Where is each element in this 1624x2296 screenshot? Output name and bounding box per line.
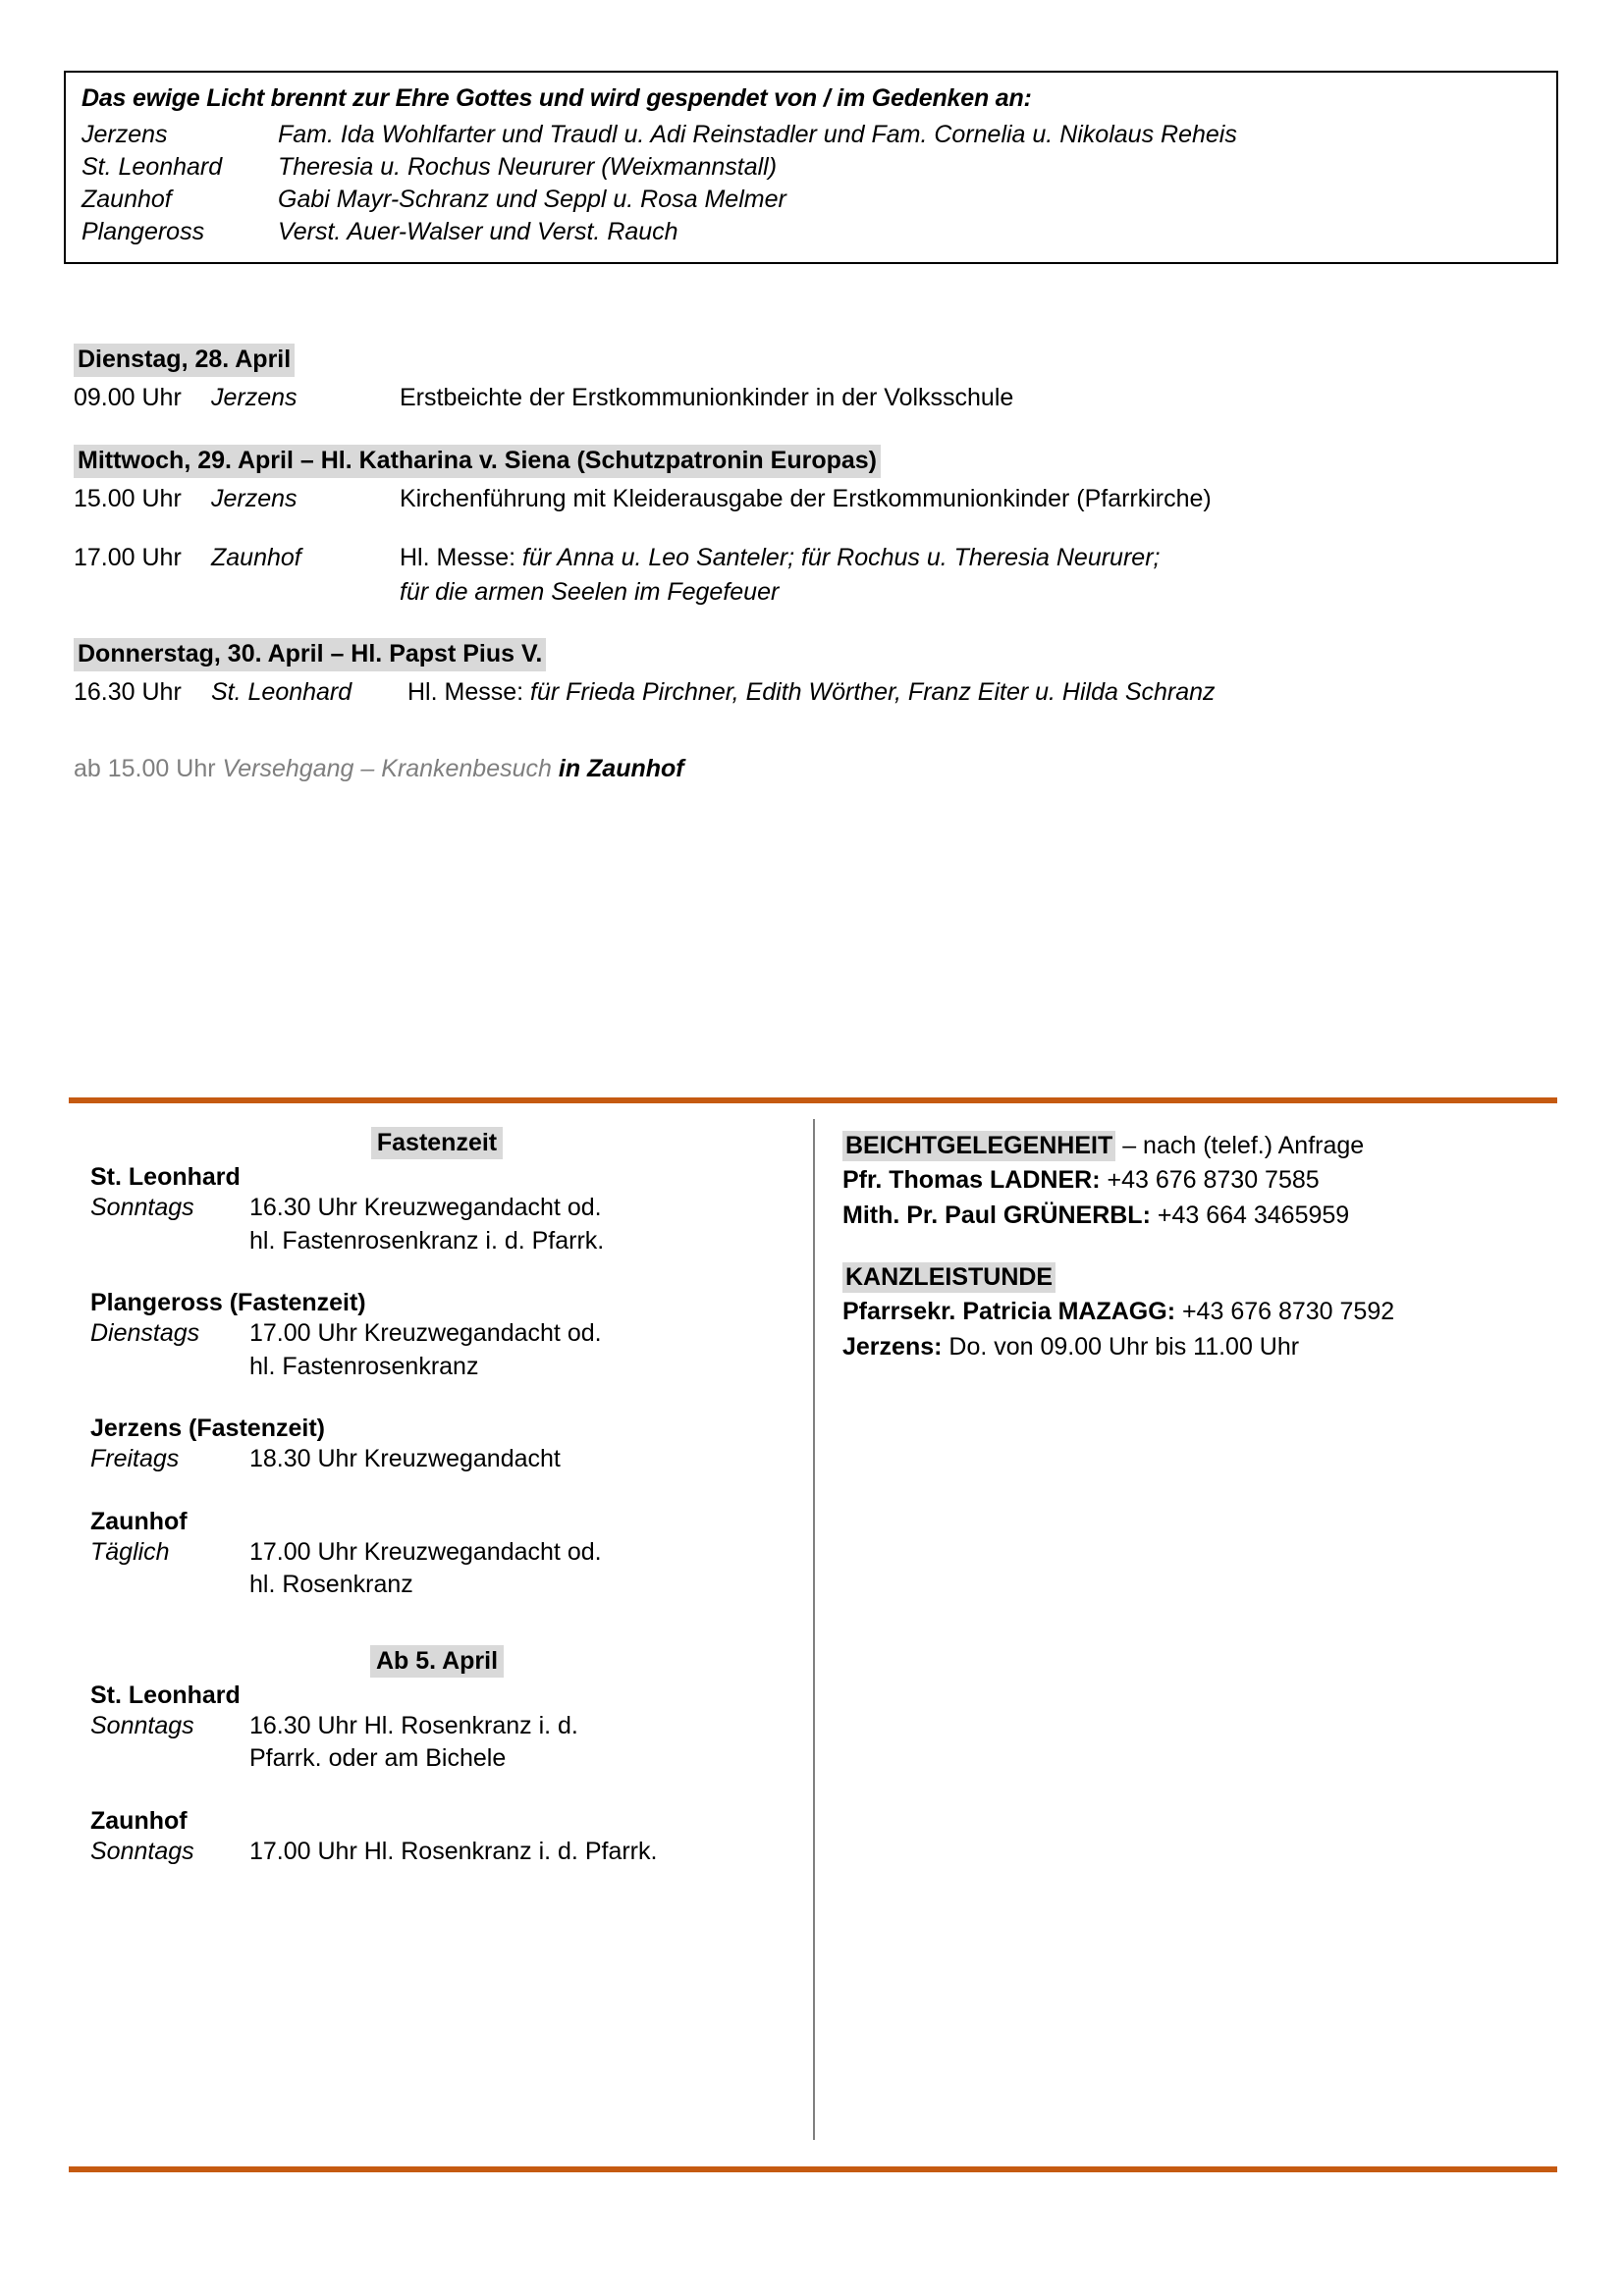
- contact-phone: +43 664 3465959: [1150, 1201, 1350, 1229]
- eternal-light-row: [81, 119, 1541, 151]
- eternal-light-place: St. Leonhard: [81, 153, 223, 181]
- devotion-group: [90, 1682, 784, 1776]
- contact-phone: +43 676 8730 7585: [1100, 1166, 1320, 1194]
- eternal-light-place: Zaunhof: [81, 186, 172, 213]
- devotion-place: Jerzens (Fastenzeit): [90, 1415, 325, 1442]
- devotion-detail: 17.00 Uhr Kreuzwegandacht od.: [249, 1537, 602, 1566]
- devotion-row: [90, 1192, 784, 1225]
- versehgang-italic: Versehgang – Krankenbesuch: [222, 754, 559, 782]
- entry-desc-plain: Hl. Messe:: [407, 678, 524, 706]
- entry-description: [400, 381, 1566, 415]
- entry-description: [400, 482, 1566, 516]
- section-title-label: Fastenzeit: [371, 1127, 503, 1159]
- confession-heading-label: BEICHTGELEGENHEIT: [842, 1131, 1115, 1161]
- devotion-frequency: Freitags: [90, 1445, 180, 1472]
- devotion-row: [90, 1710, 784, 1743]
- entry-description: [400, 541, 1566, 609]
- entry-place: Jerzens: [211, 484, 298, 512]
- entry-desc-plain: Kirchenführung mit Kleiderausgabe der Erstkommunionkinder (Pfarrkirche): [400, 484, 1212, 512]
- office-heading: [842, 1260, 1557, 1295]
- footer-columns: [69, 1119, 1557, 2140]
- devotion-frequency: Sonntags: [90, 1837, 194, 1865]
- entry-desc-intentions: für Anna u. Leo Santeler; für Rochus u. Theresia Neururer;: [522, 544, 1161, 571]
- devotion-group: [90, 1807, 784, 1869]
- eternal-light-row: [81, 184, 1541, 216]
- eternal-light-place: Jerzens: [81, 121, 168, 148]
- spacer: [74, 519, 1566, 541]
- versehgang-location: in Zaunhof: [558, 754, 684, 782]
- contact-line: [842, 1199, 1557, 1234]
- section-title-fastenzeit: [90, 1129, 784, 1157]
- entry-place: St. Leonhard: [211, 678, 352, 706]
- eternal-light-text: Fam. Ida Wohlfarter und Traudl u. Adi Reinstadler und Fam. Cornelia u. Nikolaus Reheis: [278, 121, 1237, 148]
- devotion-detail-cont: Pfarrk. oder am Bichele: [249, 1744, 507, 1772]
- eternal-light-text: Theresia u. Rochus Neururer (Weixmannstall): [278, 153, 778, 181]
- devotion-detail-cont: hl. Fastenrosenkranz: [249, 1352, 479, 1380]
- devotion-detail-cont: hl. Fastenrosenkranz i. d. Pfarrk.: [249, 1226, 605, 1255]
- eternal-light-row: [81, 216, 1541, 248]
- schedule-entry: [74, 541, 1566, 609]
- spacer: [90, 1776, 784, 1803]
- day-heading: Donnerstag, 30. April – Hl. Papst Pius V.: [74, 638, 546, 671]
- eternal-light-row: [81, 151, 1541, 184]
- devotion-place: St. Leonhard: [90, 1681, 241, 1709]
- contact-name: Pfarrsekr. Patricia MAZAGG:: [842, 1298, 1176, 1325]
- contact-column: [815, 1119, 1557, 2140]
- devotion-detail: 17.00 Uhr Hl. Rosenkranz i. d. Pfarrk.: [249, 1837, 658, 1865]
- devotion-place: Zaunhof: [90, 1806, 188, 1835]
- confession-heading-rest: – nach (telef.) Anfrage: [1115, 1132, 1365, 1159]
- contact-line: [842, 1330, 1557, 1365]
- devotion-row: [90, 1317, 784, 1351]
- devotions-column: [69, 1119, 815, 2140]
- eternal-light-place: Plangeross: [81, 218, 205, 245]
- divider-bottom: [69, 2166, 1557, 2172]
- office-heading-label: KANZLEISTUNDE: [842, 1262, 1056, 1293]
- schedule-entry: [74, 381, 1566, 415]
- devotion-detail-cont: hl. Rosenkranz: [249, 1571, 413, 1598]
- section-title-label: Ab 5. April: [370, 1645, 504, 1678]
- devotion-frequency: Sonntags: [90, 1194, 194, 1221]
- divider-top: [69, 1097, 1557, 1103]
- eternal-light-text: Verst. Auer-Walser und Verst. Rauch: [278, 218, 678, 245]
- eternal-light-text: Gabi Mayr-Schranz und Seppl u. Rosa Melmer: [278, 186, 786, 213]
- eternal-light-title: Das ewige Licht brennt zur Ehre Gottes und wird gespendet von / im Gedenken an:: [81, 84, 1032, 112]
- spacer: [90, 1476, 784, 1504]
- contact-name: Mith. Pr. Paul GRÜNERBL:: [842, 1201, 1151, 1229]
- schedule-entry: [74, 675, 1566, 710]
- entry-place: Zaunhof: [211, 544, 301, 571]
- spacer: [90, 1383, 784, 1411]
- devotion-group: [90, 1508, 784, 1602]
- section-title-ab-5-april: [90, 1647, 784, 1676]
- devotion-detail: 16.30 Uhr Hl. Rosenkranz i. d.: [249, 1711, 578, 1739]
- service-schedule: [74, 344, 1566, 783]
- entry-desc-intentions-line2: für die armen Seelen im Fegefeuer: [400, 577, 780, 606]
- contact-line: [842, 1295, 1557, 1330]
- devotion-detail: 18.30 Uhr Kreuzwegandacht: [249, 1445, 561, 1472]
- devotion-detail: 16.30 Uhr Kreuzwegandacht od.: [249, 1194, 602, 1221]
- entry-description: [407, 675, 1566, 710]
- day-heading: Mittwoch, 29. April – Hl. Katharina v. Siena (Schutzpatronin Europas): [74, 445, 881, 478]
- spacer: [842, 1233, 1557, 1260]
- versehgang-prefix: ab 15.00 Uhr: [74, 754, 223, 782]
- devotion-row: [90, 1836, 784, 1869]
- devotion-frequency: Dienstags: [90, 1319, 200, 1347]
- contact-name: Pfr. Thomas LADNER:: [842, 1166, 1101, 1194]
- devotion-place: Zaunhof: [90, 1507, 188, 1535]
- devotion-frequency: Täglich: [90, 1537, 170, 1566]
- spacer: [90, 1257, 784, 1285]
- office-location: Jerzens:: [842, 1332, 943, 1361]
- entry-desc-intentions: für Frieda Pirchner, Edith Wörther, Franz Eiter u. Hilda Schranz: [530, 678, 1216, 706]
- contact-phone: +43 676 8730 7592: [1175, 1298, 1395, 1325]
- schedule-entry: [74, 482, 1566, 516]
- devotion-row: [90, 1443, 784, 1476]
- devotion-row: [90, 1536, 784, 1570]
- entry-time: 16.30 Uhr: [74, 678, 182, 706]
- entry-time: 17.00 Uhr: [74, 544, 182, 571]
- office-hours: Do. von 09.00 Uhr bis 11.00 Uhr: [942, 1332, 1300, 1361]
- devotion-detail: 17.00 Uhr Kreuzwegandacht od.: [249, 1319, 602, 1347]
- day-heading: Dienstag, 28. April: [74, 344, 295, 377]
- devotion-group: [90, 1415, 784, 1476]
- eternal-light-box: [64, 71, 1558, 264]
- devotion-place: St. Leonhard: [90, 1163, 241, 1191]
- entry-time: 09.00 Uhr: [74, 384, 182, 411]
- versehgang-note: [74, 755, 1566, 783]
- devotion-group: [90, 1289, 784, 1383]
- entry-time: 15.00 Uhr: [74, 484, 182, 512]
- devotion-frequency: Sonntags: [90, 1711, 194, 1739]
- entry-desc-plain: Erstbeichte der Erstkommunionkinder in der Volksschule: [400, 384, 1014, 411]
- contact-line: [842, 1163, 1557, 1199]
- spacer: [90, 1602, 784, 1647]
- entry-place: Jerzens: [211, 384, 298, 411]
- entry-desc-plain: Hl. Messe:: [400, 544, 516, 571]
- devotion-place: Plangeross (Fastenzeit): [90, 1289, 366, 1316]
- confession-heading: [842, 1129, 1557, 1163]
- devotion-group: [90, 1163, 784, 1257]
